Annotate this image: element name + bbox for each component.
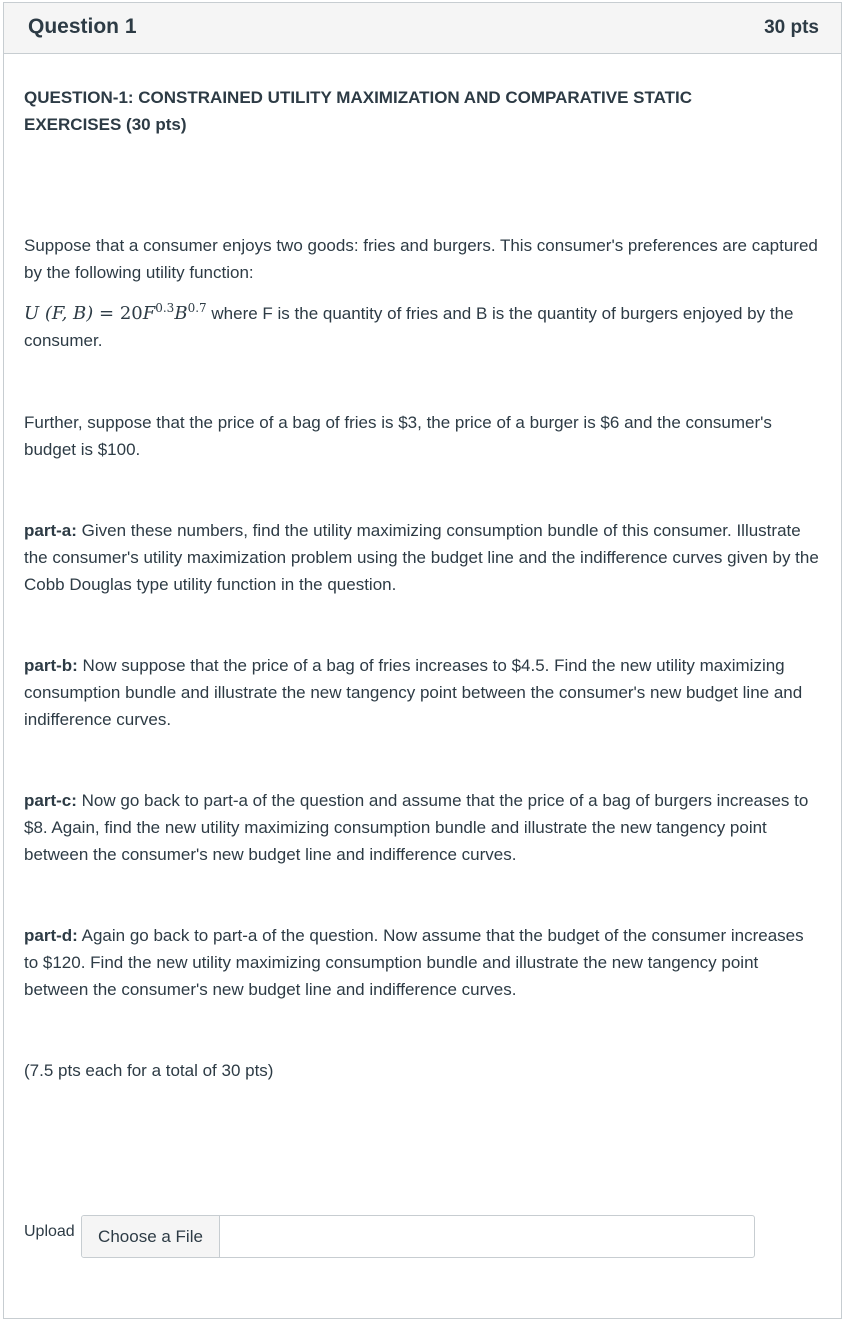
formula-lhs: U (F, B) — [24, 303, 94, 324]
part-c-text: Now go back to part-a of the question and assume that the price of a bag of burgers increases to $8. Again, find the new utility maximizing consumption bundle and illustrate the new tangency point between the consumer's new budget line and indifference curves. — [24, 791, 809, 864]
formula-paragraph — [24, 300, 819, 354]
formula-var-b: B — [174, 303, 188, 324]
choose-file-button[interactable]: Choose a File — [82, 1216, 220, 1257]
question-title: Question 1 — [28, 15, 137, 38]
intro-paragraph: Suppose that a consumer enjoys two goods: fries and burgers. This consumer's preferences are captured by the following utility function: — [24, 236, 818, 282]
part-a-text: Given these numbers, find the utility maximizing consumption bundle of this consumer. Illustrate the consumer's utility maximization problem using the budget line and the indifference curves given by the Cobb Douglas type utility function in the question. — [24, 521, 819, 594]
question-header — [4, 3, 841, 54]
file-input[interactable] — [81, 1215, 755, 1258]
formula-exp-b: 0.7 — [187, 301, 207, 315]
part-b-paragraph — [24, 652, 819, 733]
utility-formula — [24, 303, 207, 324]
question-points: 30 pts — [764, 17, 819, 38]
part-a-label: part-a: — [24, 521, 77, 540]
part-b-text: Now suppose that the price of a bag of fries increases to $4.5. Find the new utility maximizing consumption bundle and illustrate the new tangency point between the consumer's new budget line and indifference curves. — [24, 656, 803, 729]
part-d-paragraph — [24, 922, 819, 1003]
part-c-label: part-c: — [24, 791, 77, 810]
part-a-paragraph — [24, 517, 819, 598]
upload-label: Upload — [24, 1223, 75, 1240]
part-b-label: part-b: — [24, 656, 78, 675]
formula-var-f: F — [142, 303, 156, 324]
part-d-label: part-d: — [24, 926, 78, 945]
formula-equals: = — [93, 303, 120, 324]
formula-coefficient: 20 — [119, 303, 143, 324]
part-c-paragraph — [24, 787, 819, 868]
formula-description: where F is the quantity of fries and B is the quantity of burgers enjoyed by the consumer. — [24, 304, 794, 350]
formula-exp-f: 0.3 — [155, 301, 175, 315]
part-d-text: Again go back to part-a of the question. Now assume that the budget of the consumer increases to $120. Find the new utility maximizing consumption bundle and illustrate the new tangency point between the consumer's new budget line and indifference curves. — [24, 926, 804, 999]
prices-paragraph: Further, suppose that the price of a bag of fries is $3, the price of a burger is $6 and the consumer's budget is $100. — [24, 413, 772, 459]
points-note: (7.5 pts each for a total of 30 pts) — [24, 1061, 274, 1080]
question-heading: QUESTION-1: CONSTRAINED UTILITY MAXIMIZATION AND COMPARATIVE STATIC EXERCISES (30 pts) — [24, 88, 693, 134]
